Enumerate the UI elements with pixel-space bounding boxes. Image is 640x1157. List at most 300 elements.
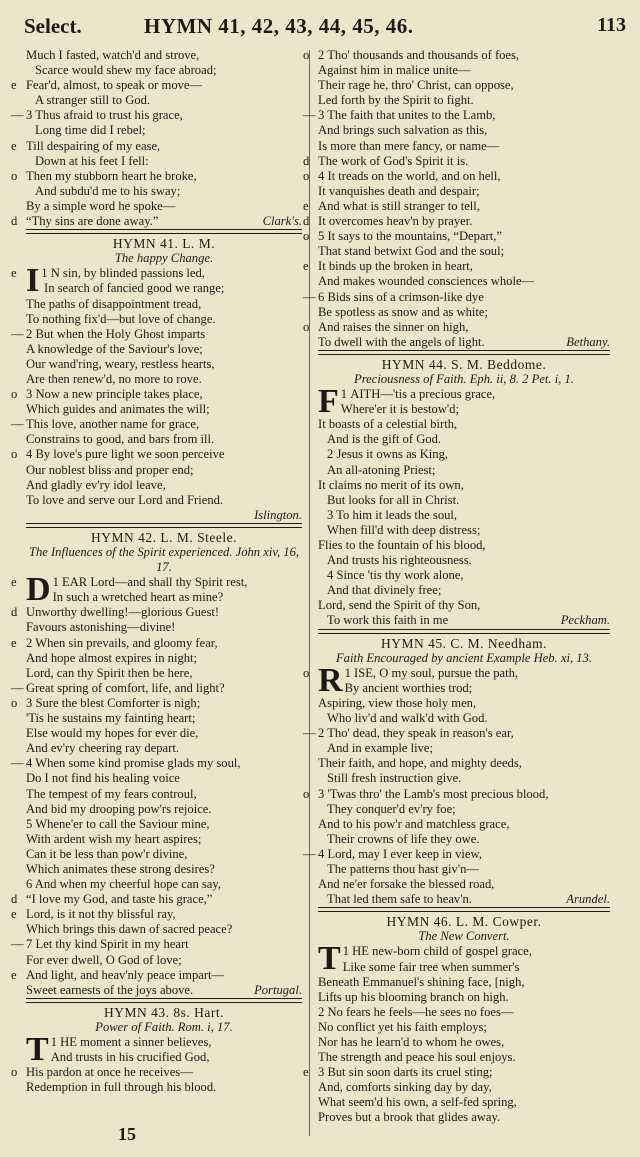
line-text: That led them safe to heav'n.	[327, 892, 472, 907]
line-text: 'Tis he sustains my fainting heart;	[26, 711, 196, 726]
line-text: Long time did I rebel;	[35, 123, 146, 138]
dynamic-mark: e	[11, 907, 17, 922]
line-text: AITH—'tis a precious grace,	[350, 387, 496, 402]
line-text: 3 Sure the blest Comforter is nigh;	[26, 695, 201, 710]
hymn-line	[11, 635, 302, 651]
hymn-line	[26, 493, 302, 508]
line-text: 2 Tho' thousands and thousands of foes,	[318, 48, 520, 62]
drop-capital: I	[26, 262, 40, 300]
header-title: HYMN 41, 42, 43, 44, 45, 46.	[144, 14, 414, 38]
page-number: 113	[597, 14, 626, 36]
dynamic-mark: e	[11, 635, 17, 650]
hymn-line	[318, 862, 610, 877]
dynamic-mark: e	[11, 266, 17, 281]
line-text: In search of fancied good we range;	[44, 281, 225, 296]
hymn-line	[26, 832, 302, 847]
hymn-line	[303, 48, 610, 63]
hymn-line	[26, 711, 302, 726]
hymn-line	[11, 680, 302, 696]
line-text: To nothing fix'd—but love of change.	[26, 311, 216, 326]
hymn-line	[26, 877, 302, 892]
hymn-line	[26, 154, 302, 169]
hymn-line	[318, 598, 610, 613]
hymn-line	[303, 198, 610, 214]
hymn-line	[303, 229, 610, 244]
hymn-line	[318, 1095, 610, 1110]
hymn-line	[26, 817, 302, 832]
hymn-line	[11, 695, 302, 711]
line-text: With ardent wish my heart aspires;	[26, 831, 202, 846]
hymn-line	[26, 312, 302, 327]
hymn-line	[26, 63, 302, 78]
line-text: The work of God's Spirit it is.	[318, 153, 469, 168]
line-text: Fear'd, almost, to speak or move—	[26, 78, 203, 93]
hymn-line	[318, 93, 610, 108]
hymn-line	[318, 538, 610, 553]
line-text: To love and serve our Lord and Friend.	[26, 492, 224, 507]
line-text: Constrains to good, and bars from ill.	[26, 432, 215, 447]
line-text: 3 'Twas thro' the Lamb's most precious blood,	[318, 786, 549, 801]
hymn-line	[26, 983, 302, 999]
hymn-line	[318, 402, 610, 417]
line-text: No conflict yet his faith employs;	[318, 1019, 487, 1034]
dynamic-mark: e	[11, 575, 17, 590]
hymn-line	[318, 960, 610, 975]
line-text: HE moment a sinner believes,	[60, 1035, 212, 1049]
dynamic-mark: —	[303, 726, 316, 741]
line-text: 2 But when the Holy Ghost imparts	[26, 326, 206, 341]
hymn-line	[303, 786, 610, 802]
hymn-line	[318, 711, 610, 726]
hymn-line	[26, 726, 302, 741]
dynamic-mark: e	[11, 967, 17, 982]
line-text: Till despairing of my ease,	[26, 138, 161, 153]
hymn-line	[318, 523, 610, 538]
drop-capital: R	[318, 661, 343, 699]
hymn-line	[11, 605, 302, 620]
hymn-line	[26, 357, 302, 372]
line-text: Where'er it is bestow'd;	[340, 402, 459, 417]
hymn-line	[26, 590, 302, 605]
line-text: And ne'er forsake the blessed road,	[318, 877, 495, 892]
line-text: 2 Tho' dead, they speak in reason's ear,	[318, 726, 514, 741]
line-text: The patterns thou hast giv'n—	[327, 861, 479, 876]
hymn-line	[318, 432, 610, 447]
hymn-line	[318, 274, 610, 289]
hymn-line	[26, 463, 302, 478]
hymn-line	[318, 832, 610, 847]
tune-name: Peckham.	[560, 613, 610, 628]
line-text: And makes wounded consciences whole—	[318, 274, 535, 289]
line-text: 4 When some kind promise glads my soul,	[26, 756, 241, 771]
line-text: Scarce would shew my face abroad;	[35, 63, 217, 78]
hymn-heading: HYMN 46. L. M. Cowper.	[318, 911, 610, 929]
line-text: 4 It treads on the world, and on hell,	[318, 168, 501, 183]
hymn-heading: HYMN 44. S. M. Beddome.	[318, 354, 610, 372]
line-text: Great spring of comfort, life, and light?	[26, 680, 225, 695]
line-text: And hope almost expires in night;	[26, 650, 198, 665]
hymn-line	[303, 259, 610, 274]
column-divider	[309, 50, 310, 1136]
header-section-label: Select.	[24, 14, 82, 38]
dynamic-mark: e	[303, 259, 309, 274]
hymn-line	[11, 447, 302, 462]
hymn-line	[318, 741, 610, 756]
hymn-heading: HYMN 43. 8s. Hart.	[26, 1002, 302, 1020]
dynamic-mark: o	[11, 695, 18, 710]
line-text: 2 No fears he feels—he sees no foes—	[318, 1004, 514, 1019]
hymn-line	[26, 48, 302, 63]
line-text: Their faith, and hope, and mighty deeds,	[318, 756, 522, 771]
line-text: 7 Let thy kind Spirit in my heart	[26, 937, 189, 952]
line-text: Sweet earnests of the joys above.	[26, 982, 194, 997]
line-text: And brings such salvation as this,	[318, 123, 488, 138]
hymn-line	[26, 620, 302, 635]
verse-number: 1	[340, 387, 348, 402]
verse-number: 1	[52, 575, 59, 590]
dynamic-mark: —	[11, 756, 24, 771]
hymn-line	[318, 447, 610, 462]
hymn-line	[26, 922, 302, 937]
dynamic-mark: —	[11, 108, 24, 123]
line-text: Which guides and animates the will;	[26, 402, 210, 417]
hymn-line	[318, 877, 610, 892]
line-text: Nor has he learn'd to whom he owes,	[318, 1035, 505, 1049]
dynamic-mark: e	[11, 138, 17, 153]
dynamic-mark: d	[303, 214, 310, 229]
line-text: And bid my drooping pow'rs rejoice.	[26, 801, 212, 816]
line-text: N sin, by blinded passions led,	[50, 266, 205, 281]
drop-capital: T	[318, 940, 341, 978]
line-text: 3 The faith that unites to the Lamb,	[318, 108, 496, 123]
line-text: Can it be less than pow'r divine,	[26, 846, 188, 861]
line-text: Against him in malice unite—	[318, 63, 471, 78]
hymn-line	[26, 184, 302, 199]
hymn-line	[11, 937, 302, 952]
line-text: A knowledge of the Saviour's love;	[26, 341, 203, 356]
line-text: But looks for all in Christ.	[327, 492, 460, 507]
dynamic-mark: o	[303, 229, 310, 244]
line-text: Is more than mere fancy, or name—	[318, 138, 500, 153]
dynamic-mark: o	[303, 319, 310, 334]
dynamic-mark: d	[11, 214, 18, 229]
dynamic-mark: d	[11, 892, 18, 907]
line-text: Their crowns of life they owe.	[327, 831, 480, 846]
tune-name: Islington.	[26, 508, 302, 524]
line-text: It binds up the broken in heart,	[318, 259, 473, 274]
drop-capital: F	[318, 383, 339, 421]
line-text: Led forth by the Spirit to fight.	[318, 93, 474, 108]
line-text: Then my stubborn heart he broke,	[26, 168, 197, 183]
hymn-heading: HYMN 41. L. M.	[26, 233, 302, 251]
hymn-line	[26, 432, 302, 447]
line-text: By a simple word he spoke—	[26, 198, 176, 213]
dynamic-mark: o	[11, 168, 18, 183]
hymn-line	[303, 108, 610, 123]
dynamic-mark: d	[303, 153, 310, 168]
line-text: And what is still stranger to tell,	[318, 198, 480, 213]
dynamic-mark: o	[303, 786, 310, 801]
drop-capital: D	[26, 571, 51, 609]
line-text: By ancient worthies trod;	[344, 680, 473, 695]
hymn-line	[303, 168, 610, 184]
dynamic-mark: —	[11, 326, 24, 341]
line-text: Which animates these strong desires?	[26, 861, 215, 876]
line-text: HE new-born child of gospel grace,	[352, 944, 532, 959]
line-text: 5 Whene'er to call the Saviour mine,	[26, 816, 210, 831]
hymn-line	[26, 402, 302, 417]
line-text: Our noblest bliss and proper end;	[26, 462, 194, 477]
dynamic-mark: —	[303, 108, 316, 123]
hymn-line	[11, 168, 302, 184]
line-text: They conquer'd ev'ry foe;	[327, 801, 456, 816]
line-text: Much I fasted, watch'd and strove,	[26, 48, 200, 62]
hymn-line	[318, 139, 610, 154]
line-text: 3 To him it leads the soul,	[327, 507, 458, 522]
running-header	[24, 14, 626, 42]
line-text: 4 Since 'tis thy work alone,	[327, 568, 464, 583]
tune-name: Clark's.	[262, 214, 302, 229]
hymn-line	[11, 78, 302, 93]
line-text: An all-atoning Priest;	[327, 462, 436, 477]
dynamic-mark: e	[303, 1065, 309, 1080]
hymn-line	[318, 756, 610, 771]
line-text: And subdu'd me to his sway;	[35, 183, 181, 198]
line-text: For ever dwell, O God of love;	[26, 952, 182, 967]
line-text: And is the gift of God.	[327, 432, 442, 447]
line-text: EAR Lord—and shall thy Spirit rest,	[62, 575, 248, 590]
hymn-heading: HYMN 42. L. M. Steele.	[26, 527, 302, 545]
hymn-line	[26, 847, 302, 862]
right-column	[303, 48, 610, 1126]
hymn-line	[318, 892, 610, 908]
hymn-line	[26, 342, 302, 357]
left-column	[11, 48, 302, 1095]
line-text: To dwell with the angels of light.	[318, 334, 485, 349]
dynamic-mark: —	[11, 417, 24, 432]
tune-name: Portugal.	[254, 982, 302, 997]
hymn-line	[318, 553, 610, 568]
line-text: 3 Now a new principle takes place,	[26, 387, 203, 402]
line-text: Lord, is it not thy blissful ray,	[26, 907, 176, 922]
hymn-line	[26, 953, 302, 968]
hymn-line	[318, 583, 610, 598]
hymn-line	[318, 696, 610, 711]
line-text: And that divinely free;	[327, 583, 442, 598]
line-text: 3 But sin soon darts its cruel sting;	[318, 1065, 493, 1080]
hymn-line	[318, 78, 610, 93]
line-text: It vanquishes death and despair;	[318, 183, 480, 198]
hymn-line	[318, 463, 610, 478]
line-text: And in example live;	[327, 741, 433, 756]
line-text: Aspiring, view those holy men,	[318, 695, 477, 710]
hymn-line	[318, 613, 610, 629]
line-text: And trusts in his crucified God,	[50, 1050, 210, 1065]
dynamic-mark: o	[11, 387, 18, 402]
hymn-line	[318, 771, 610, 786]
line-text: It claims no merit of its own,	[318, 477, 464, 492]
line-text: Favours astonishing—divine!	[26, 620, 176, 635]
line-text: And trusts his righteousness.	[327, 553, 472, 568]
line-text: 3 Thus afraid to trust his grace,	[26, 108, 183, 123]
hymn-line	[318, 417, 610, 432]
hymn-line	[318, 568, 610, 583]
dynamic-mark: e	[11, 78, 17, 93]
hymn-line	[26, 123, 302, 138]
line-text: Who liv'd and walk'd with God.	[327, 711, 488, 726]
verse-number: 1	[50, 1035, 57, 1049]
hymn-line	[11, 138, 302, 154]
hymn-line	[11, 214, 302, 230]
hymn-line	[303, 319, 610, 335]
hymn-line	[26, 787, 302, 802]
hymn-line	[318, 1005, 610, 1020]
hymn-line	[318, 184, 610, 199]
hymn-subtitle: The happy Change.	[114, 251, 214, 266]
hymn-line	[318, 1110, 610, 1125]
line-text: 5 It says to the mountains, “Depart,”	[318, 229, 502, 244]
line-text: To work this faith in me	[327, 613, 449, 628]
hymn-subtitle: Faith Encouraged by ancient Example Heb. xi, 13.	[335, 650, 592, 665]
line-text: And raises the sinner on high,	[318, 319, 469, 334]
hymn-subtitle: The New Convert.	[418, 929, 510, 944]
hymn-line	[26, 372, 302, 387]
tune-name: Arundel.	[566, 892, 610, 907]
dynamic-mark: o	[303, 48, 310, 62]
hymn-heading: HYMN 45. C. M. Needham.	[318, 633, 610, 651]
line-text: Beneath Emmanuel's shining face, [nigh,	[318, 974, 525, 989]
hymn-line	[318, 1035, 610, 1050]
line-text: Like some fair tree when summer's	[342, 959, 520, 974]
line-text: Do I not find his healing voice	[26, 771, 180, 786]
line-text: Lifts up his blooming branch on high.	[318, 989, 509, 1004]
dynamic-mark: d	[11, 605, 18, 620]
line-text: The tempest of my fears controul,	[26, 786, 197, 801]
line-text: And to his pow'r and matchless grace,	[318, 816, 510, 831]
hymn-line	[318, 305, 610, 320]
line-text: 4 Lord, may I ever keep in view,	[318, 846, 482, 861]
line-text: 6 Bids sins of a crimson-like dye	[318, 289, 484, 304]
line-text: And light, and heav'nly peace impart—	[26, 967, 225, 982]
drop-capital: T	[26, 1031, 49, 1068]
hymn-line	[303, 214, 610, 229]
line-text: “I love my God, and taste his grace,”	[26, 892, 213, 907]
line-text: 2 When sin prevails, and gloomy fear,	[26, 635, 218, 650]
hymn-line	[303, 153, 610, 169]
hymn-line	[26, 651, 302, 666]
hymn-line	[11, 387, 302, 402]
line-text: Our wand'ring, weary, restless hearts,	[26, 356, 215, 371]
hymn-line	[318, 508, 610, 523]
hymn-line	[318, 1050, 610, 1065]
line-text: Lord, can thy Spirit then be here,	[26, 665, 193, 680]
hymn-line	[303, 1065, 610, 1080]
hymn-line	[11, 1065, 302, 1080]
hymn-line	[26, 862, 302, 877]
hymn-line	[26, 771, 302, 786]
hymn-line	[11, 108, 302, 123]
hymn-line	[318, 244, 610, 259]
dynamic-mark: o	[303, 665, 310, 680]
dynamic-mark: o	[11, 1065, 18, 1080]
hymn-line	[318, 335, 610, 351]
line-text: And, comforts sinking day by day,	[318, 1080, 492, 1095]
line-text: That stand betwixt God and the soul;	[318, 244, 505, 259]
dynamic-mark: o	[11, 447, 18, 462]
dynamic-mark: —	[303, 846, 316, 861]
hymn-line	[318, 975, 610, 990]
hymn-line	[26, 478, 302, 493]
line-text: “Thy sins are done away.”	[26, 214, 159, 229]
dynamic-mark: e	[303, 198, 309, 213]
hymn-line	[318, 802, 610, 817]
line-text: ISE, O my soul, pursue the path,	[354, 665, 519, 680]
hymn-line	[11, 756, 302, 771]
hymn-line	[26, 199, 302, 214]
hymn-line	[26, 1050, 302, 1065]
line-text: Lord, send the Spirit of thy Son,	[318, 598, 481, 613]
hymn-line	[11, 967, 302, 983]
dynamic-mark: —	[303, 289, 316, 304]
verse-number: 1	[344, 665, 351, 680]
hymn-line	[303, 289, 610, 305]
hymn-line	[26, 297, 302, 312]
hymn-line	[318, 478, 610, 493]
verse-number: 1	[342, 944, 349, 959]
dynamic-mark: —	[11, 680, 24, 695]
hymn-subtitle: Power of Faith. Rom. i, 17.	[95, 1019, 233, 1034]
line-text: It boasts of a celestial birth,	[318, 417, 458, 432]
line-text: Their rage he, thro' Christ, can oppose,	[318, 78, 514, 93]
line-text: Down at his feet I fell:	[35, 153, 149, 168]
line-text: When fill'd with deep distress;	[327, 522, 481, 537]
hymn-line	[26, 1080, 302, 1095]
signature-mark: 15	[118, 1124, 136, 1144]
line-text: The paths of disappointment tread,	[26, 296, 202, 311]
verse-number: 1	[41, 266, 48, 281]
hymn-subtitle: The Influences of the Spirit experienced. John xiv, 16, 17.	[28, 545, 300, 575]
line-text: 4 By love's pure light we soon perceive	[26, 447, 225, 462]
hymn-subtitle: Preciousness of Faith. Eph. ii, 8. 2 Pet. i, 1.	[354, 371, 574, 386]
line-text: 2 Jesus it owns as King,	[327, 447, 449, 462]
hymn-line	[318, 681, 610, 696]
hymn-line	[318, 1080, 610, 1095]
hymn-line	[318, 1020, 610, 1035]
line-text: Unworthy dwelling!—glorious Guest!	[26, 605, 220, 620]
line-text: 6 And when my cheerful hope can say,	[26, 877, 222, 892]
line-text: The strength and peace his soul enjoys.	[318, 1050, 516, 1065]
hymn-line	[318, 493, 610, 508]
line-text: Proves but a brook that glides away.	[318, 1110, 501, 1125]
line-text: And gladly ev'ry idol leave,	[26, 477, 166, 492]
line-text: His pardon at once he receives—	[26, 1065, 193, 1080]
dynamic-mark: —	[11, 937, 24, 952]
hymn-line	[26, 741, 302, 756]
line-text: Redemption in full through his blood.	[26, 1080, 217, 1095]
hymn-line	[318, 990, 610, 1005]
hymn-line	[26, 666, 302, 681]
hymn-line	[11, 417, 302, 432]
line-text: Are then renew'd, no more to rove.	[26, 371, 202, 386]
hymn-line	[11, 326, 302, 342]
line-text: It overcomes heav'n by prayer.	[318, 214, 473, 229]
line-text: Flies to the fountain of his blood,	[318, 538, 486, 552]
line-text: Else would my hopes for ever die,	[26, 726, 199, 741]
hymn-line	[26, 281, 302, 296]
line-text: What seem'd his own, a self-fed spring,	[318, 1095, 517, 1110]
line-text: Still fresh instruction give.	[327, 771, 462, 786]
hymn-line	[318, 817, 610, 832]
